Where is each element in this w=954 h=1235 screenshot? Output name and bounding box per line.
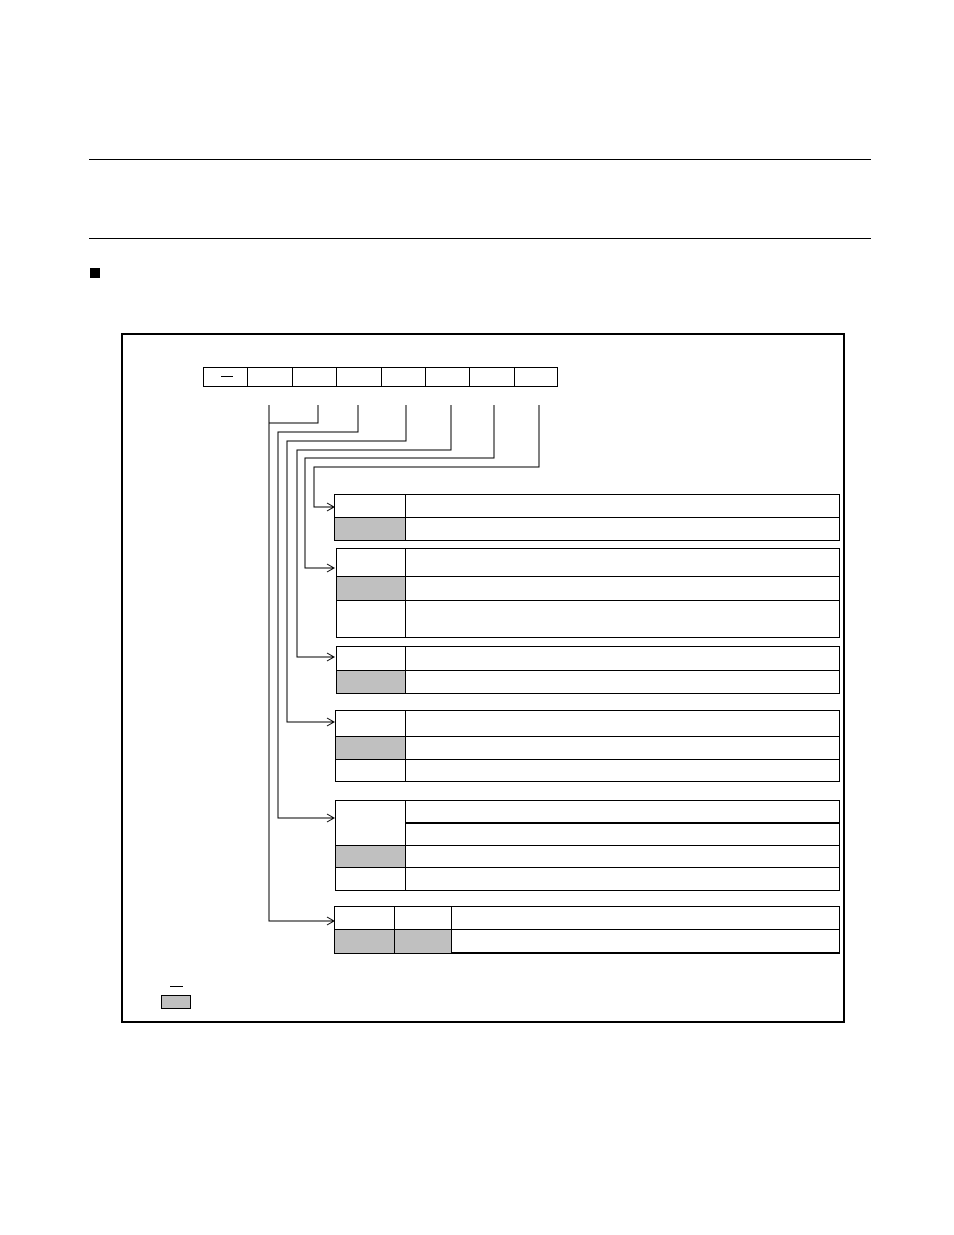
table-cell [405,670,840,694]
initial-value-cell [336,670,406,694]
table-cell [335,867,406,891]
table-cell [405,517,840,541]
table-cell [405,759,840,782]
table-cell [405,576,840,601]
undefined-bit-legend-icon [170,986,183,987]
initial-value-legend-swatch [161,995,191,1009]
table-cell [451,906,840,930]
table-cell [405,845,840,868]
table-cell [405,600,840,638]
table-cell [336,600,406,638]
initial-value-cell [335,736,406,760]
initial-value-cell [334,929,395,954]
table-cell [405,867,840,891]
table-cell [405,822,840,846]
table-cell [405,548,840,577]
initial-value-cell [336,576,406,601]
table-cell [335,710,406,737]
table-cell [405,736,840,760]
table-cell [394,906,452,930]
table-cell [451,929,840,954]
table-cell [336,646,406,671]
initial-value-cell [334,517,406,541]
table-cell [335,800,406,846]
table-cell [334,906,395,930]
table-cell [405,710,840,737]
table-cell [335,759,406,782]
table-cell [405,646,840,671]
table-cell [334,494,406,518]
table-cell [336,548,406,577]
initial-value-cell [394,929,452,954]
table-cell [405,800,840,823]
initial-value-cell [335,845,406,868]
table-cell [405,494,840,518]
